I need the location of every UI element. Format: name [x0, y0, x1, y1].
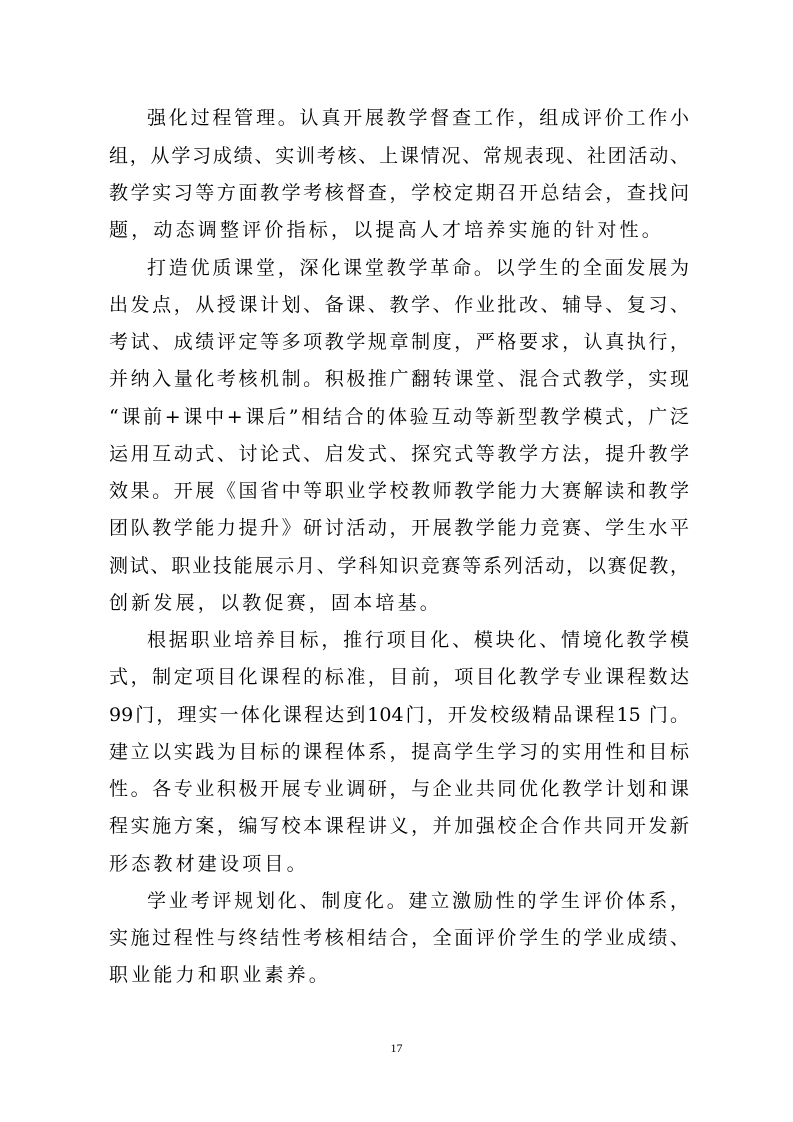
- text-line: 并纳入量化考核机制。积极推广翻转课堂、混合式教学，实现: [109, 368, 689, 390]
- text-line: 运用互动式、讨论式、启发式、探究式等教学方法，提升教学: [109, 443, 689, 465]
- text-line: 职业能力和职业素养。: [109, 964, 332, 986]
- text-line: 建立以实践为目标的课程体系，提高学生学习的实用性和目标: [109, 741, 689, 763]
- text-line: 强化过程管理。认真开展教学督查工作，组成评价工作小: [147, 107, 689, 129]
- text-line: “课前+课中+课后”相结合的体验互动等新型教学模式，广泛: [109, 406, 689, 428]
- text-line: 效果。开展《国省中等职业学校教师教学能力大赛解读和教学: [109, 480, 689, 502]
- text-line: 教学实习等方面教学考核督查，学校定期召开总结会，查找问: [109, 182, 689, 204]
- text-line: 99门，理实一体化课程达到104门，开发校级精品课程15 门。: [109, 704, 689, 726]
- text-line: 性。各专业积极开展专业调研，与企业共同优化教学计划和课: [109, 778, 689, 800]
- text-line: 打造优质课堂，深化课堂教学革命。以学生的全面发展为: [147, 257, 689, 279]
- text-line: 程实施方案，编写校本课程讲义，并加强校企合作共同开发新: [109, 815, 689, 837]
- text-line: 题，动态调整评价指标，以提高人才培养实施的针对性。: [109, 219, 665, 241]
- text-line: 创新发展，以教促赛，固本培基。: [109, 592, 443, 614]
- text-line: 实施过程性与终结性考核相结合，全面评价学生的学业成绩、: [109, 927, 689, 949]
- text-line: 学业考评规划化、制度化。建立激励性的学生评价体系，: [147, 890, 689, 912]
- text-line: 式，制定项目化课程的标准，目前，项目化教学专业课程数达: [109, 666, 689, 688]
- text-line: 出发点，从授课计划、备课、教学、作业批改、辅导、复习、: [109, 294, 689, 316]
- page-number: 17: [390, 1041, 403, 1055]
- text-line: 考试、成绩评定等多项教学规章制度，严格要求，认真执行，: [109, 331, 689, 353]
- text-line: 形态教材建设项目。: [109, 853, 309, 875]
- text-line: 团队教学能力提升》研讨活动，开展教学能力竞赛、学生水平: [109, 517, 689, 539]
- text-line: 根据职业培养目标，推行项目化、模块化、情境化教学模: [147, 629, 689, 651]
- text-line: 组，从学习成绩、实训考核、上课情况、常规表现、社团活动、: [109, 145, 689, 167]
- text-line: 测试、职业技能展示月、学科知识竞赛等系列活动，以赛促教，: [109, 555, 689, 577]
